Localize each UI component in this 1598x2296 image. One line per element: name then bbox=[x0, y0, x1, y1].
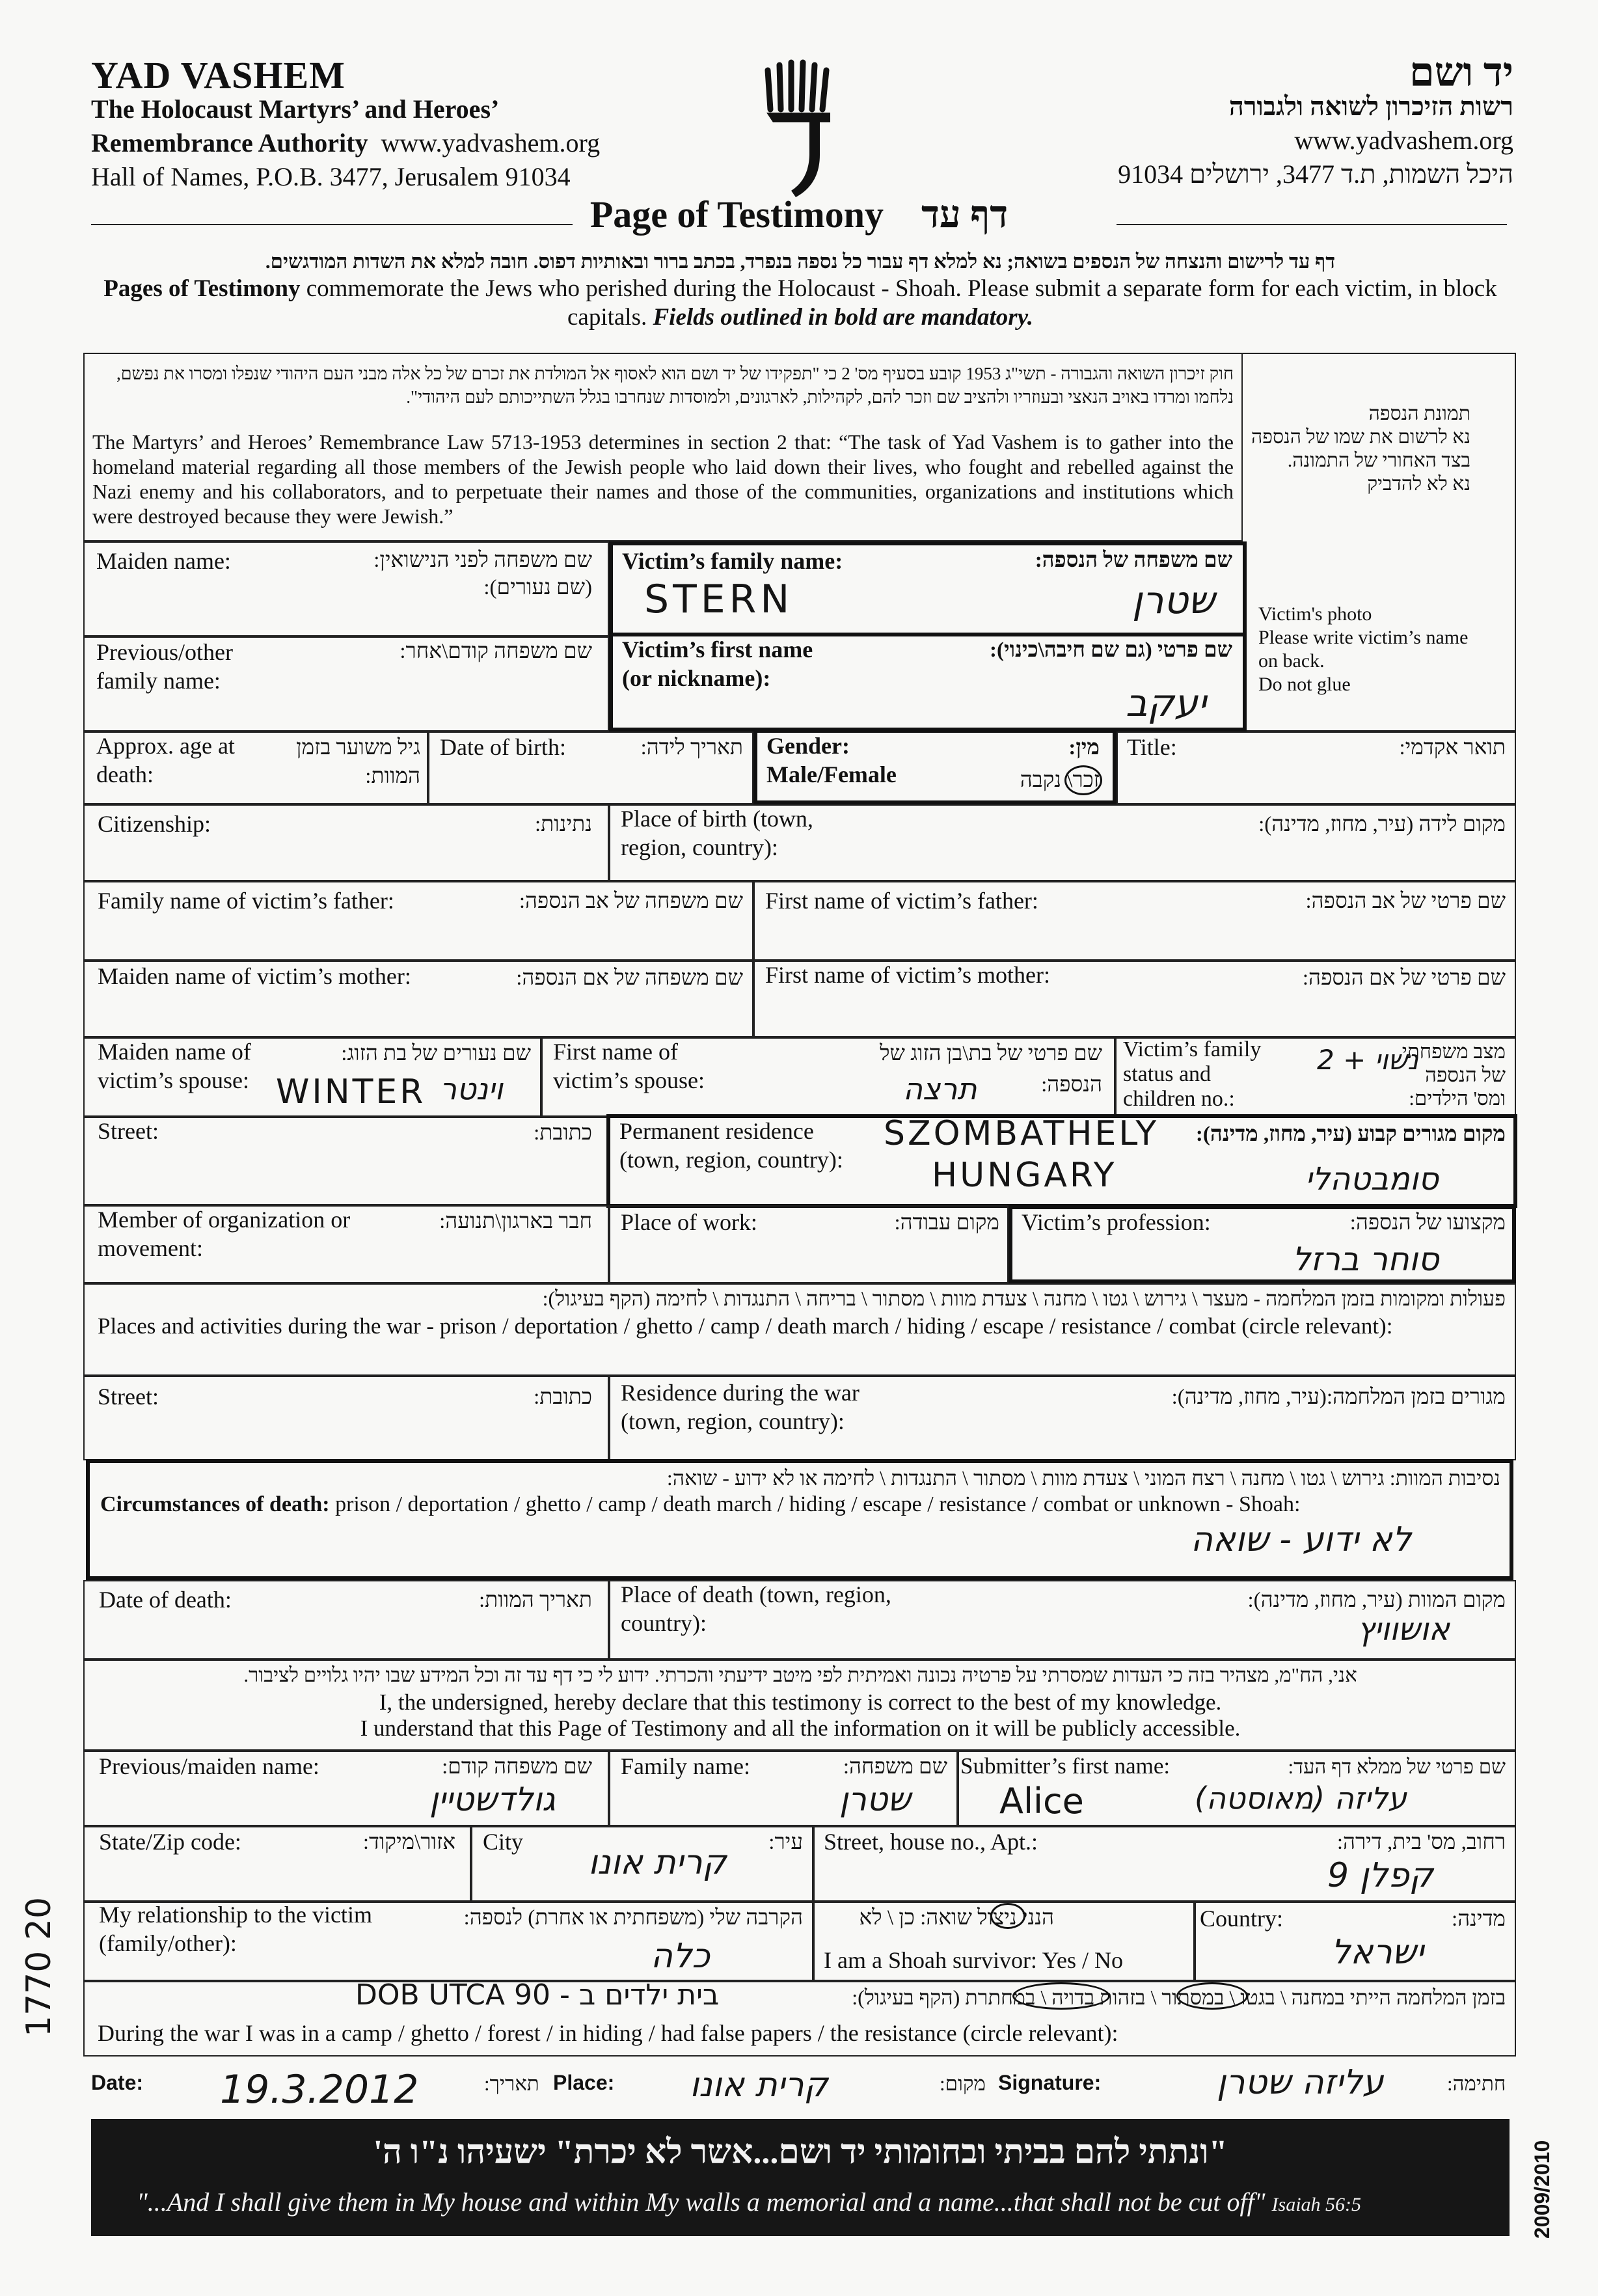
war-residence-label: Residence during the war (town, region, country): bbox=[621, 1380, 860, 1434]
relationship-value: כלה bbox=[651, 1937, 711, 1976]
mother-first-name-label-he: שם פרטי של אם הנספה: bbox=[1302, 966, 1506, 990]
signature-label-he: חתימה: bbox=[1447, 2072, 1506, 2095]
citizenship-label: Citizenship: bbox=[98, 811, 211, 837]
dob-label-he: תאריך לידה: bbox=[640, 736, 743, 759]
street-house-value: קפלן 9 bbox=[1327, 1856, 1433, 1895]
permanent-residence-he-value: סומבטהלי bbox=[1305, 1161, 1439, 1197]
submitter-first-name-he: עליזה (מאוסטה) bbox=[1195, 1781, 1407, 1816]
submitter-family-name-label: Family name: bbox=[621, 1753, 750, 1779]
intro-hebrew: דף עד לרישום והנצחה של הנספים בשואה; נא למלא דף עבור כל נספה בנפרד, בכתב ברור ובאותיות דפוס. חובה למלא את השדות המודגשים. bbox=[265, 250, 1336, 273]
org-sub2-en: Remembrance Authority bbox=[91, 128, 368, 157]
spouse-maiden-name-label-he: שם נעורים של בת הזוג: bbox=[341, 1042, 531, 1065]
circumstances-value: לא ידוע - שואה bbox=[1191, 1520, 1412, 1559]
gender-label: Gender: Male/Female bbox=[766, 733, 897, 787]
survivor-label-he: הנני ניצול שואה: כן \ לא bbox=[859, 1906, 1054, 1930]
date-of-death-label: Date of death: bbox=[99, 1587, 232, 1613]
war-residence-label-he: מגורים בזמן המלחמה:(עיר, מחוז, מדינה): bbox=[1171, 1386, 1506, 1409]
street-field[interactable] bbox=[83, 1117, 609, 1205]
circumstances-label-he: נסיבות המוות: גירוש \ גטו \ מחנה \ רצח המוני \ צעדת מוות \ מסתור \ התנגדות \ לחימה או לא ידוע - שואה: bbox=[666, 1466, 1500, 1490]
relationship-label-he: הקרבה שלי (משפחתית או אחרת) לנספה: bbox=[463, 1906, 803, 1930]
gender-label-he: מין: bbox=[1068, 736, 1100, 759]
header-english bbox=[91, 54, 601, 194]
title-label-he: תואר אקדמי: bbox=[1399, 736, 1506, 759]
dob-label: Date of birth: bbox=[440, 734, 566, 760]
page-title: Page of Testimony דף עד bbox=[589, 193, 1009, 236]
father-first-name-label-he: שם פרטי של אב הנספה: bbox=[1305, 890, 1506, 913]
street-house-label: Street, house no., Apt.: bbox=[824, 1829, 1038, 1855]
family-status-value: נשוי + 2 bbox=[1317, 1044, 1419, 1076]
address-en: Hall of Names, P.O.B. 3477, Jerusalem 91034 bbox=[91, 162, 571, 191]
victim-first-name-label: Victim’s first name (or nickname): bbox=[622, 636, 813, 691]
war-activities-label-he: פעולות ומקומות בזמן המלחמה - מעצר \ גירוש \ גטו \ מחנה \ צעדת מוות \ מסתור \ בריחה \ התנגדות \ לחימה (הקף בעיגול): bbox=[542, 1287, 1506, 1310]
submitter-first-name-label-he: שם פרטי של ממלא דף העד: bbox=[1288, 1755, 1506, 1778]
country-label: Country: bbox=[1200, 1906, 1284, 1932]
place-of-work-label: Place of work: bbox=[621, 1209, 757, 1235]
father-family-name-label: Family name of victim’s father: bbox=[98, 888, 394, 914]
profession-label-he: מקצועו של הנספה: bbox=[1349, 1211, 1506, 1235]
declaration-en-2: I understand that this Page of Testimony and all the information on it will be publicly accessible. bbox=[360, 1715, 1241, 1741]
permanent-residence-city: SZOMBATHELY bbox=[884, 1114, 1159, 1153]
photo-instructions-en: Victim's photo Please write victim’s name on back. Do not glue bbox=[1258, 603, 1469, 695]
spouse-maiden-name-value: WINTER bbox=[276, 1073, 426, 1112]
previous-name-label: Previous/other family name: bbox=[96, 639, 233, 694]
relationship-label: My relationship to the victim (family/other): bbox=[99, 1902, 372, 1956]
country-value: ישראל bbox=[1331, 1933, 1424, 1972]
survivor-yes-circle bbox=[990, 1903, 1025, 1929]
submitter-previous-name-label: Previous/maiden name: bbox=[99, 1753, 319, 1779]
profession-label: Victim’s profession: bbox=[1022, 1209, 1211, 1235]
victim-family-name-value: STERN bbox=[644, 577, 794, 622]
city-value: קרית אונו bbox=[588, 1843, 727, 1882]
submitter-family-name-value: שטרן bbox=[839, 1781, 911, 1818]
victim-first-name-value: יעקב bbox=[1126, 681, 1206, 725]
gender-label-he2: זכר\ נקבה bbox=[1020, 769, 1100, 792]
permanent-residence-label-he: מקום מגורים קבוע (עיר, מחוז, מדינה): bbox=[1195, 1123, 1506, 1146]
title-label: Title: bbox=[1127, 734, 1177, 760]
mother-maiden-name-label-he: שם משפחה של אם הנספה: bbox=[516, 966, 743, 990]
place-label-he: מקום: bbox=[940, 2072, 986, 2095]
maiden-name-label-he2: (שם נעורים): bbox=[483, 576, 592, 599]
age-label: Approx. age at death: bbox=[96, 733, 235, 787]
spouse-maiden-name-he-value: וינטר bbox=[440, 1071, 504, 1106]
street-house-label-he: רחוב, מס' בית, דירה: bbox=[1336, 1831, 1506, 1854]
declaration-en-1: I, the undersigned, hereby declare that this testimony is correct to the best of my knowledge. bbox=[379, 1689, 1222, 1715]
spouse-first-name-value: תרצה bbox=[903, 1071, 977, 1106]
date-label-he: תאריך: bbox=[484, 2072, 539, 2095]
maiden-name-label-he: שם משפחה לפני הנישואין: bbox=[373, 549, 592, 572]
family-status-label-he: מצב משפחתי bbox=[1402, 1040, 1506, 1063]
age-label-he2: המוות: bbox=[365, 765, 420, 788]
submitter-previous-name-label-he: שם משפחה קודם: bbox=[442, 1755, 592, 1779]
age-label-he: גיל משוער בזמן bbox=[296, 736, 420, 759]
footer-banner bbox=[91, 2119, 1510, 2236]
law-hebrew: חוק זיכרון השואה והגבורה - תשי"ג 1953 קובע בסעיף מס' 2 כי "תפקידו של יד ושם הוא לאסוף אל המולדת את זכרם של כל אלה מבני העם היהודי שנפלו ומסרו את נפשם, נלחמו ומרדו באויב הנאצי ובעוזריו ולהציב שם וזכר להם, לקהילות, לארגונים, ולמוסדות שנחרבו בגלל השתייכותם לעם היהודי". bbox=[116, 364, 1234, 407]
city-label-he: עיר: bbox=[768, 1831, 803, 1854]
place-value: קרית אונו bbox=[690, 2066, 828, 2105]
date-label: Date: bbox=[91, 2071, 144, 2094]
street-label: Street: bbox=[98, 1118, 159, 1144]
victim-family-name-label: Victim’s family name: bbox=[622, 548, 843, 574]
survivor-label: I am a Shoah survivor: Yes / No bbox=[824, 1947, 1123, 1973]
permanent-residence-label: Permanent residence (town, region, country): bbox=[619, 1118, 843, 1173]
org-sub1-en: The Holocaust Martyrs’ and Heroes’ bbox=[91, 94, 500, 124]
previous-name-label-he: שם משפחה קודם\אחר: bbox=[400, 640, 592, 663]
circumstances-label: Circumstances of death: prison / deportation / ghetto / camp / death march / hiding / escape / resistance / combat or unknown - Shoah: bbox=[100, 1492, 1301, 1516]
spouse-first-name-label-he2: הנספה: bbox=[1041, 1073, 1102, 1097]
spouse-first-name-label-he: שם פרטי של בת\בן הזוג של bbox=[880, 1042, 1102, 1065]
gender-male-circle bbox=[1064, 765, 1102, 795]
permanent-residence-country: HUNGARY bbox=[932, 1156, 1117, 1195]
footer-quote-en: "...And I shall give them in My house and within My walls a memorial and a name...that shall not be cut off" Isaiah 56:5 bbox=[137, 2187, 1362, 2217]
place-label: Place: bbox=[553, 2071, 615, 2094]
signature-value: עליזה שטרן bbox=[1217, 2063, 1384, 2102]
war-street-field[interactable] bbox=[83, 1376, 609, 1460]
street-label-he: כתובת: bbox=[534, 1121, 592, 1145]
submitter-first-name-label: Submitter’s first name: bbox=[960, 1753, 1171, 1779]
footer-quote-he: "ונתתי להם בביתי ובחומותי יד ושם...אשר לא יכרת" ישעיהו נ"ו ה' bbox=[373, 2134, 1228, 2171]
left-margin-note: 1770 20 bbox=[20, 1896, 59, 2037]
org-name-en: YAD VASHEM bbox=[91, 54, 345, 96]
father-first-name-label: First name of victim’s father: bbox=[765, 888, 1038, 914]
submitter-previous-name-value: גולדשטיין bbox=[429, 1781, 556, 1818]
victim-first-name-label-he: שם פרטי (גם שם חיבה\כינוי): bbox=[990, 638, 1232, 662]
spouse-maiden-name-label: Maiden name of victim’s spouse: bbox=[98, 1039, 251, 1093]
address-he: היכל השמות, ת.ד 3477, ירושלים 91034 bbox=[1118, 159, 1513, 189]
signature-label: Signature: bbox=[998, 2071, 1102, 2094]
place-of-death-value: אושוויץ bbox=[1357, 1611, 1450, 1648]
submitter-first-name-latin: Alice bbox=[999, 1781, 1084, 1822]
declaration-he: אני, הח"מ, מצהיר בזה כי העדות שמסרתי על פרטיה נכונה ואמיתית לפי מיטב ידיעתי והכרתי. ידוע לי כי דף עד זה וכל המידע שבו יהיו גלויים לציבור. bbox=[243, 1663, 1357, 1686]
law-english: The Martyrs’ and Heroes’ Remembrance Law 5713-1953 determines in section 2 that: “The task of Yad Vashem is to gather into the homeland material regarding all those members of the Jewish people who laid down their lives, who fought and rebelled against the Nazi enemy and his collaborators, and to perpetuate their names and those of the communities, organizations and institutions which were destroyed because they were Jewish.” bbox=[92, 430, 1234, 528]
org-sub-he: רשות הזיכרון לשואה ולגבורה bbox=[1228, 92, 1513, 121]
war-experience-label-he: בזמן המלחמה הייתי במחנה \ בגטו \ במסתור \ בזהות בדויה \ במחתרת (הקף בעיגול): bbox=[852, 1986, 1506, 2009]
place-of-birth-label: Place of birth (town, region, country): bbox=[621, 806, 813, 860]
father-family-name-label-he: שם משפחה של אב הנספה: bbox=[519, 890, 743, 913]
war-false-papers-circle bbox=[1012, 1982, 1110, 2010]
header-hebrew bbox=[1118, 51, 1513, 191]
organization-label-he: חבר בארגון\תנועה: bbox=[439, 1210, 592, 1233]
war-activities-label: Places and activities during the war - prison / deportation / ghetto / camp / death march / hiding / escape / resistance / combat (circle relevant): bbox=[98, 1313, 1393, 1339]
right-margin-code: 2009/2010 bbox=[1530, 2140, 1554, 2239]
place-of-work-label-he: מקום עבודה: bbox=[894, 1211, 999, 1235]
maiden-name-label: Maiden name: bbox=[96, 548, 231, 574]
place-of-death-label-he: מקום המוות (עיר, מחוז, מדינה): bbox=[1247, 1589, 1506, 1612]
war-experience-note: DOB UTCA 90 - בית ילדים ב bbox=[355, 1978, 720, 2012]
mother-first-name-label: First name of victim’s mother: bbox=[765, 962, 1050, 988]
date-of-death-label-he: תאריך המוות: bbox=[479, 1589, 592, 1612]
country-label-he: מדינה: bbox=[1452, 1907, 1506, 1931]
war-street-label-he: כתובת: bbox=[534, 1386, 592, 1409]
war-experience-label: During the war I was in a camp / ghetto / forest / in hiding / had false papers / the resistance (circle relevant): bbox=[98, 2020, 1118, 2046]
zip-code-label-he: אזור\מיקוד: bbox=[362, 1831, 455, 1854]
family-status-label-he2: של הנספה bbox=[1425, 1063, 1506, 1086]
spouse-first-name-label: First name of victim’s spouse: bbox=[553, 1039, 705, 1093]
date-value: 19.3.2012 bbox=[220, 2067, 419, 2112]
website-en[interactable]: www.yadvashem.org bbox=[381, 128, 601, 157]
photo-instructions-he: תמונת הנספה נא לרשום את שמו של הנספה בצד האחורי של התמונה. נא לא להדביק bbox=[1251, 403, 1470, 495]
yad-vashem-logo-icon bbox=[760, 57, 838, 207]
victim-family-name-he-value: שטרן bbox=[1132, 578, 1215, 622]
family-status-label: Victim’s family status and children no.: bbox=[1123, 1037, 1262, 1111]
intro-english: Pages of Testimony commemorate the Jews who perished during the Holocaust - Shoah. Please submit a separate form for each victim, in block capitals. Fields outlined in bold are mandatory. bbox=[103, 275, 1497, 331]
victim-family-name-label-he: שם משפחה של הנספה: bbox=[1035, 549, 1232, 572]
profession-value: סוחר ברזל bbox=[1292, 1240, 1439, 1278]
submitter-family-name-label-he: שם משפחה: bbox=[843, 1755, 947, 1779]
mother-maiden-name-label: Maiden name of victim’s mother: bbox=[98, 963, 411, 989]
citizenship-label-he: נתינות: bbox=[535, 813, 592, 836]
website-he[interactable]: www.yadvashem.org bbox=[1294, 126, 1513, 155]
place-of-death-label: Place of death (town, region, country): bbox=[621, 1581, 891, 1636]
photo-frame bbox=[1243, 353, 1516, 731]
family-status-label-he3: ומס' הילדים: bbox=[1409, 1087, 1506, 1110]
place-of-birth-label-he: מקום לידה (עיר, מחוז, מדינה): bbox=[1258, 813, 1506, 836]
org-name-he: יד ושם bbox=[1409, 51, 1513, 95]
war-hiding-circle bbox=[1176, 1982, 1248, 2010]
zip-code-label: State/Zip code: bbox=[99, 1829, 241, 1855]
organization-label: Member of organization or movement: bbox=[98, 1207, 351, 1261]
war-street-label: Street: bbox=[98, 1384, 159, 1410]
city-label: City bbox=[483, 1829, 524, 1855]
